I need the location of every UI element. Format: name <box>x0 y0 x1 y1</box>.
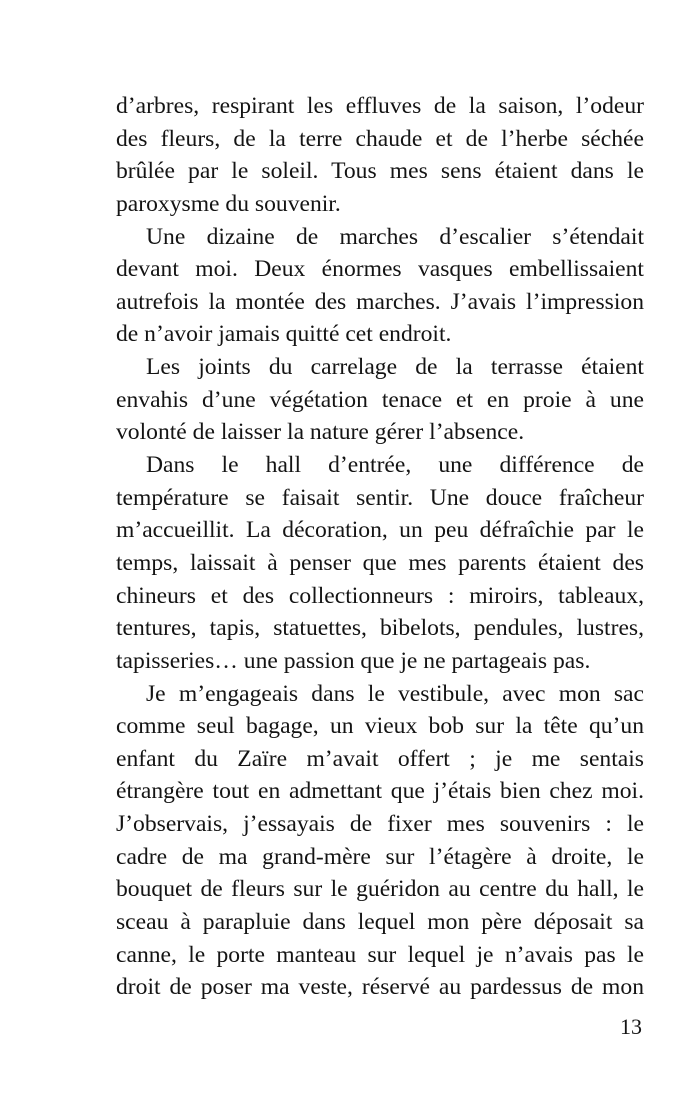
text-line: J’observais, j’essayais de fixer mes souvenirs : le <box>116 811 644 838</box>
text-line: de n’avoir jamais quitté cet endroit. <box>116 321 452 348</box>
text-line: d’arbres, respirant les effluves de la saison, l’odeur <box>116 93 644 119</box>
text-line: enfant du Zaïre m’avait offert ; je me sentais <box>116 745 644 772</box>
text-line: comme seul bagage, un vieux bob sur la tête qu’un <box>116 713 644 740</box>
text-line: cadre de ma grand-mère sur l’étagère à droite, le <box>116 843 644 870</box>
page-number: 13 <box>620 1014 642 1039</box>
text-line: sceau à parapluie dans lequel mon père déposait sa <box>116 909 644 936</box>
text-line: Dans le hall d’entrée, une différence de <box>146 452 644 479</box>
text-line: envahis d’une végétation tenace et en proie à une <box>116 386 644 413</box>
text-line: Une dizaine de marches d’escalier s’étendait <box>146 223 644 250</box>
text-line: température se faisait sentir. Une douce fraîcheur <box>116 484 644 511</box>
text-line: tentures, tapis, statuettes, bibelots, pendules, lustres, <box>116 615 644 642</box>
text-line: paroxysme du souvenir. <box>116 190 341 217</box>
text-line: des fleurs, de la terre chaude et de l’herbe séchée <box>116 125 644 152</box>
text-line: autrefois la montée des marches. J’avais l’impression <box>116 288 644 315</box>
text-line: temps, laissait à penser que mes parents étaient des <box>116 549 644 576</box>
text-line: droit de poser ma veste, réservé au pardessus de mon <box>116 974 644 1001</box>
body-text <box>116 90 644 1004</box>
text-line: Les joints du carrelage de la terrasse étaient <box>146 354 644 381</box>
text-line: volonté de laisser la nature gérer l’absence. <box>116 419 525 446</box>
text-line: Je m’engageais dans le vestibule, avec mon sac <box>146 680 644 707</box>
text-line: devant moi. Deux énormes vasques embellissaient <box>116 256 644 283</box>
text-line: tapisseries… une passion que je ne partageais pas. <box>116 647 591 674</box>
text-line: m’accueillit. La décoration, un peu défraîchie par le <box>116 517 644 544</box>
text-line: chineurs et des collectionneurs : miroirs, tableaux, <box>116 582 644 609</box>
text-line: canne, le porte manteau sur lequel je n’avais pas le <box>116 941 644 968</box>
text-line: bouquet de fleurs sur le guéridon au centre du hall, le <box>116 876 644 903</box>
text-line: étrangère tout en admettant que j’étais bien chez moi. <box>116 778 644 805</box>
text-line: brûlée par le soleil. Tous mes sens étaient dans le <box>116 158 644 185</box>
